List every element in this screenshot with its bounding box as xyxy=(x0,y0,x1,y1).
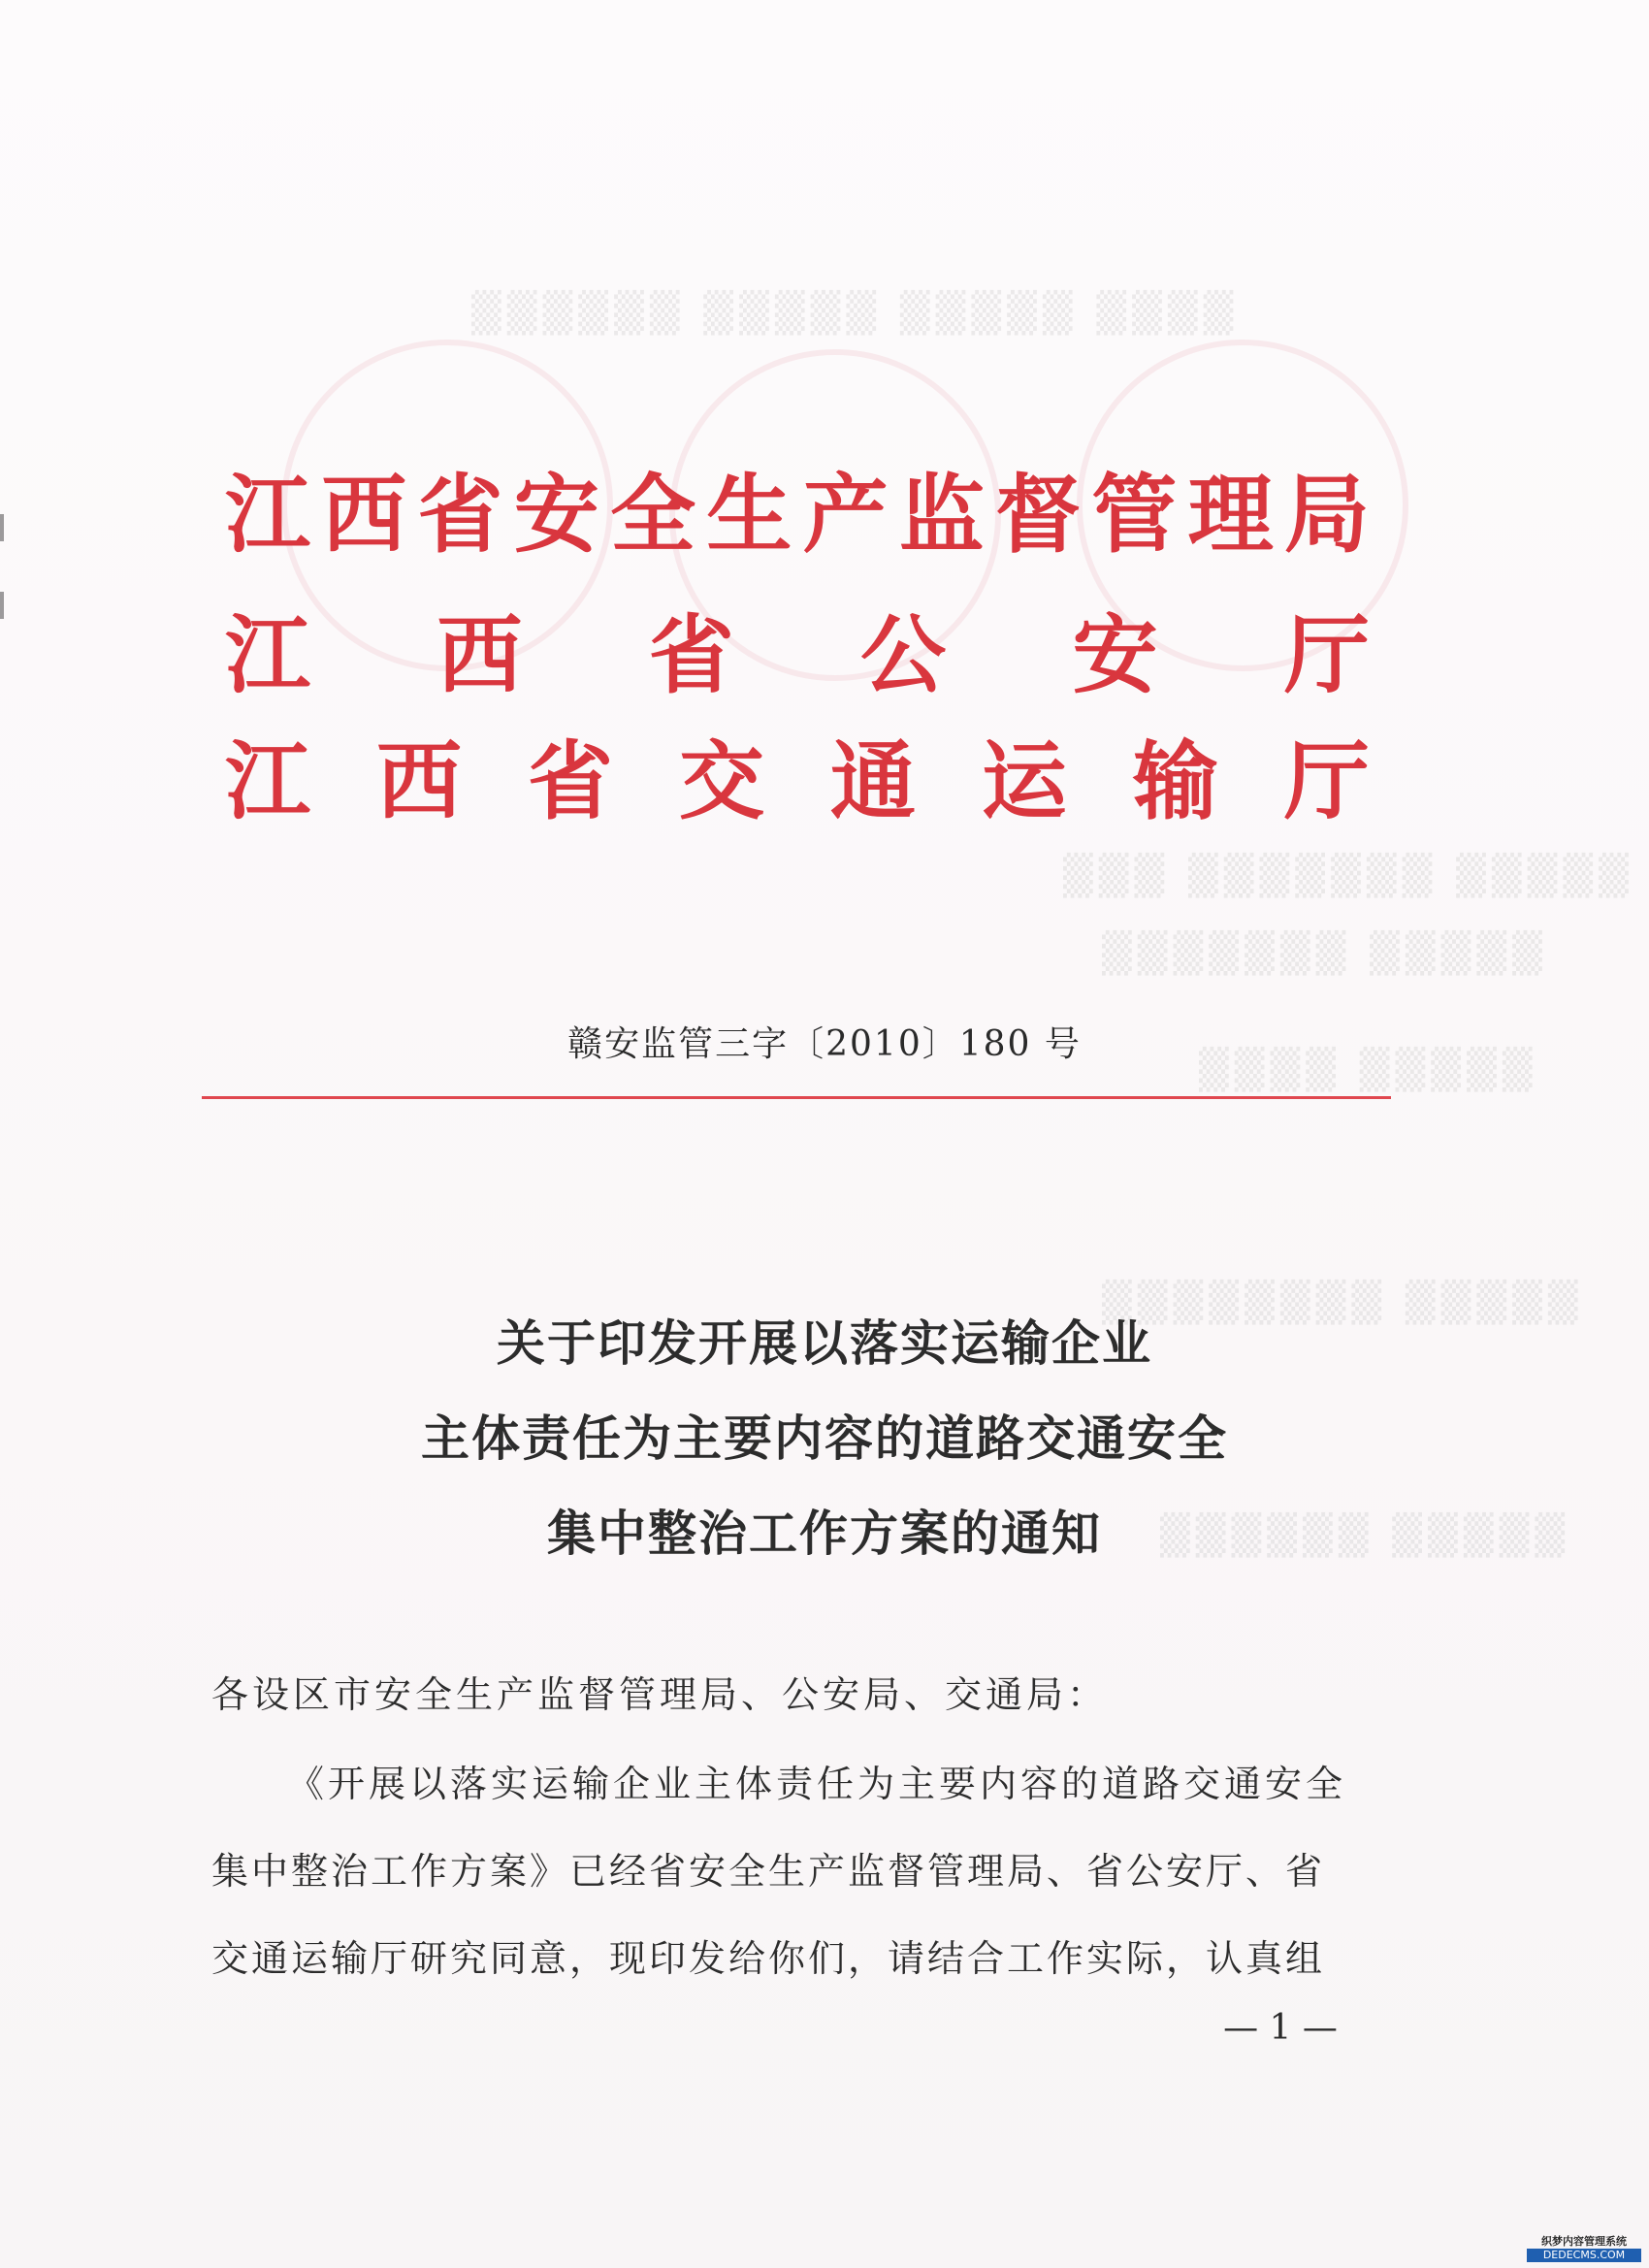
paragraph-line-2: 集中整治工作方案》已经省安全生产监督管理局、省公安厅、省 xyxy=(211,1850,1326,1893)
bleed-through-1: ▒▒▒▒ ▒▒▒▒▒ ▒▒▒▒▒ ▒▒▒▒▒▒ xyxy=(466,291,1234,336)
bleed-through-4: ▒▒▒▒▒ ▒▒▒▒ xyxy=(1193,1048,1533,1092)
issuer-line-3: 江 西 省 交 通 运 输 厅 xyxy=(225,730,1370,831)
title-line-1: 关于印发开展以落实运输企业 xyxy=(497,1314,1152,1372)
page-number: — 1 — xyxy=(1223,2008,1338,2048)
edge-mark-1 xyxy=(0,514,4,541)
bleed-through-5: ▒▒▒▒▒ ▒▒▒▒▒▒▒▒ xyxy=(1096,1280,1578,1325)
paragraph-line-3: 交通运输厅研究同意，现印发给你们，请结合工作实际，认真组 xyxy=(211,1937,1326,1980)
watermark-line-1: 织梦内容管理系统 xyxy=(1541,2234,1627,2248)
issuer-line-2: 江 西 省 公 安 厅 xyxy=(225,604,1370,705)
title-line-3: 集中整治工作方案的通知 xyxy=(547,1505,1102,1562)
addressee: 各设区市安全生产监督管理局、公安局、交通局： xyxy=(211,1673,1109,1716)
edge-mark-2 xyxy=(0,592,4,619)
bleed-through-6: ▒▒▒▒▒ ▒▒▒▒▒▒ xyxy=(1154,1513,1566,1558)
issuer-line-1: 江 西 省 安 全 生 产 监 督 管 理 局 xyxy=(225,464,1370,565)
bleed-through-2: ▒▒▒▒▒ ▒▒▒▒▒▒▒ ▒▒▒ xyxy=(1057,854,1629,898)
paragraph-line-1: 《开展以落实运输企业主体责任为主要内容的道路交通安全 xyxy=(287,1763,1347,1805)
watermark-line-2: DEDECMS.COM xyxy=(1527,2249,1641,2262)
title-line-2: 主体责任为主要内容的道路交通安全 xyxy=(421,1409,1228,1467)
document-number: 赣安监管三字〔2010〕180 号 xyxy=(567,1024,1082,1064)
bleed-through-3: ▒▒▒▒▒ ▒▒▒▒▒▒▒ xyxy=(1096,931,1542,976)
site-watermark xyxy=(1527,2236,1641,2262)
red-separator-rule xyxy=(202,1096,1391,1099)
